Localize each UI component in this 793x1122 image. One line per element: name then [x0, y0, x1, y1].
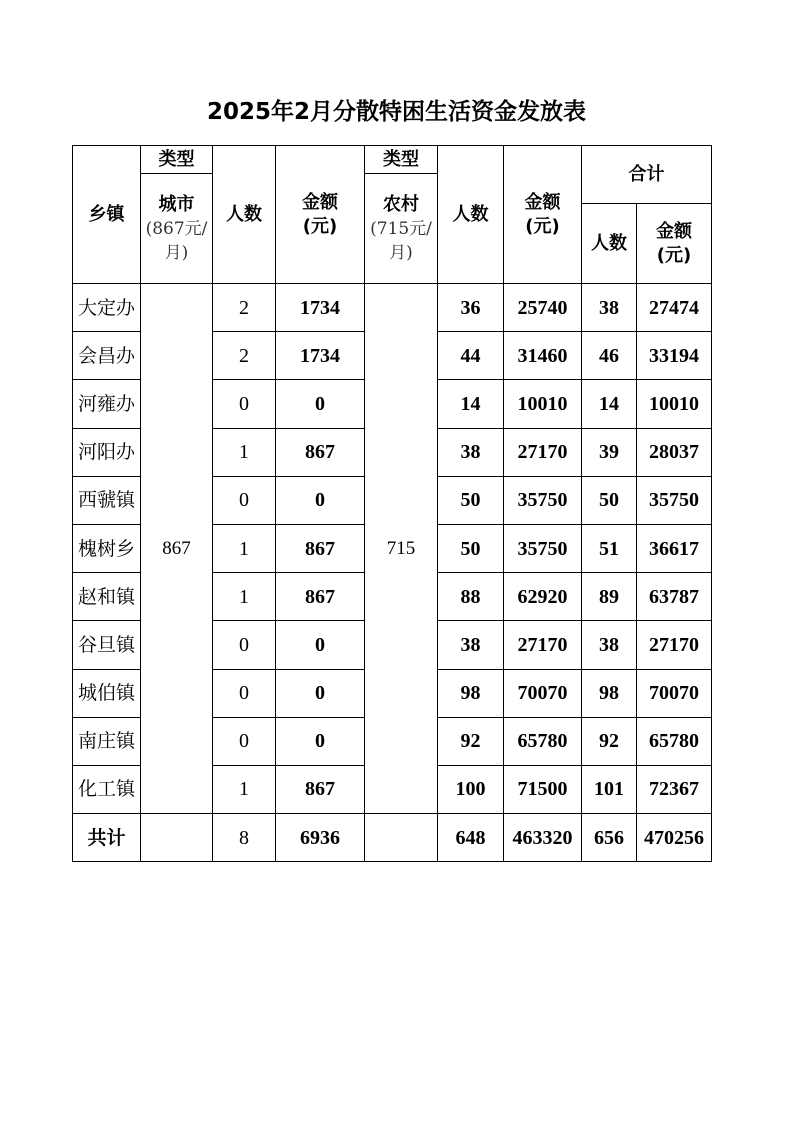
- city-amount-cell: 867: [276, 573, 365, 621]
- city-amount-cell: 0: [276, 380, 365, 428]
- totals-city-standard-cell: [141, 814, 213, 862]
- rural-people-cell: 88: [438, 573, 504, 621]
- city-people-cell: 0: [213, 717, 276, 765]
- town-cell: 河阳办: [73, 428, 141, 476]
- town-cell: 河雍办: [73, 380, 141, 428]
- totals-total-amount-cell: 470256: [637, 814, 712, 862]
- city-people-cell: 1: [213, 428, 276, 476]
- rural-amount-cell: 31460: [504, 332, 582, 380]
- total-amount-cell: 33194: [637, 332, 712, 380]
- rural-people-cell: 50: [438, 524, 504, 572]
- total-amount-cell: 28037: [637, 428, 712, 476]
- rural-amount-cell: 27170: [504, 621, 582, 669]
- town-cell: 南庄镇: [73, 717, 141, 765]
- rural-standard-cell: 715: [365, 284, 438, 814]
- town-cell: 大定办: [73, 284, 141, 332]
- city-amount-cell: 0: [276, 717, 365, 765]
- city-people-cell: 2: [213, 284, 276, 332]
- header-total-amount-label: 金额: [656, 220, 692, 242]
- town-cell: 西虢镇: [73, 476, 141, 524]
- rural-people-cell: 38: [438, 428, 504, 476]
- town-cell: 赵和镇: [73, 573, 141, 621]
- city-people-cell: 1: [213, 573, 276, 621]
- header-city-amount-label: 金额: [302, 191, 338, 213]
- city-people-cell: 0: [213, 380, 276, 428]
- rural-people-cell: 44: [438, 332, 504, 380]
- total-people-cell: 39: [582, 428, 637, 476]
- header-city-type: 类型: [141, 146, 213, 174]
- city-people-cell: 0: [213, 621, 276, 669]
- rural-amount-cell: 10010: [504, 380, 582, 428]
- totals-total-people-cell: 656: [582, 814, 637, 862]
- totals-city-people-cell: 8: [213, 814, 276, 862]
- header-city-people: 人数: [213, 146, 276, 284]
- header-total-people: 人数: [582, 204, 637, 284]
- total-people-cell: 46: [582, 332, 637, 380]
- rural-amount-cell: 62920: [504, 573, 582, 621]
- town-cell: 会昌办: [73, 332, 141, 380]
- city-amount-cell: 1734: [276, 332, 365, 380]
- header-rural-type: 类型: [365, 146, 438, 174]
- city-amount-cell: 867: [276, 765, 365, 813]
- city-amount-cell: 867: [276, 524, 365, 572]
- header-rural-amount-unit: (元): [525, 215, 560, 237]
- total-people-cell: 14: [582, 380, 637, 428]
- totals-rural-amount-cell: 463320: [504, 814, 582, 862]
- city-people-cell: 2: [213, 332, 276, 380]
- total-amount-cell: 70070: [637, 669, 712, 717]
- page-title: 2025年2月分散特困生活资金发放表: [206, 99, 587, 125]
- city-people-cell: 1: [213, 765, 276, 813]
- rural-people-cell: 38: [438, 621, 504, 669]
- header-city-amount: [276, 146, 365, 284]
- rural-amount-cell: 65780: [504, 717, 582, 765]
- header-rural-amount-label: 金额: [524, 191, 561, 213]
- rural-amount-cell: 25740: [504, 284, 582, 332]
- rural-amount-cell: 71500: [504, 765, 582, 813]
- header-rural: [365, 174, 438, 284]
- total-people-cell: 101: [582, 765, 637, 813]
- disbursement-table: [72, 145, 712, 862]
- rural-amount-cell: 27170: [504, 428, 582, 476]
- total-amount-cell: 27474: [637, 284, 712, 332]
- city-amount-cell: 867: [276, 428, 365, 476]
- rural-amount-cell: 35750: [504, 476, 582, 524]
- header-city-label: 城市: [158, 193, 195, 215]
- city-standard-cell: 867: [141, 284, 213, 814]
- header-city: [141, 174, 213, 284]
- town-cell: 化工镇: [73, 765, 141, 813]
- total-amount-cell: 36617: [637, 524, 712, 572]
- total-people-cell: 51: [582, 524, 637, 572]
- total-amount-cell: 72367: [637, 765, 712, 813]
- total-people-cell: 89: [582, 573, 637, 621]
- total-people-cell: 92: [582, 717, 637, 765]
- city-people-cell: 1: [213, 524, 276, 572]
- rural-people-cell: 14: [438, 380, 504, 428]
- header-total-amount-unit: (元): [656, 244, 692, 266]
- rural-people-cell: 36: [438, 284, 504, 332]
- city-amount-cell: 1734: [276, 284, 365, 332]
- total-people-cell: 38: [582, 284, 637, 332]
- total-amount-cell: 35750: [637, 476, 712, 524]
- header-rural-amount: [504, 146, 582, 284]
- total-amount-cell: 10010: [637, 380, 712, 428]
- rural-people-cell: 50: [438, 476, 504, 524]
- city-people-cell: 0: [213, 669, 276, 717]
- header-total: 合计: [582, 146, 712, 204]
- header-rural-rate: (715元/月): [370, 218, 432, 263]
- town-cell: 谷旦镇: [73, 621, 141, 669]
- total-amount-cell: 65780: [637, 717, 712, 765]
- header-township: 乡镇: [73, 146, 141, 284]
- header-rural-people: 人数: [438, 146, 504, 284]
- city-people-cell: 0: [213, 476, 276, 524]
- table-row: [73, 284, 712, 332]
- totals-label-cell: 共计: [73, 814, 141, 862]
- rural-people-cell: 98: [438, 669, 504, 717]
- totals-rural-people-cell: 648: [438, 814, 504, 862]
- city-amount-cell: 0: [276, 621, 365, 669]
- header-city-amount-unit: (元): [302, 215, 338, 237]
- total-amount-cell: 63787: [637, 573, 712, 621]
- totals-city-amount-cell: 6936: [276, 814, 365, 862]
- town-cell: 槐树乡: [73, 524, 141, 572]
- rural-people-cell: 92: [438, 717, 504, 765]
- total-amount-cell: 27170: [637, 621, 712, 669]
- total-people-cell: 98: [582, 669, 637, 717]
- header-total-amount: [637, 204, 712, 284]
- totals-row: [73, 814, 712, 862]
- rural-amount-cell: 35750: [504, 524, 582, 572]
- totals-rural-standard-cell: [365, 814, 438, 862]
- rural-amount-cell: 70070: [504, 669, 582, 717]
- header-rural-label: 农村: [383, 193, 419, 215]
- total-people-cell: 38: [582, 621, 637, 669]
- town-cell: 城伯镇: [73, 669, 141, 717]
- header-city-rate: (867元/月): [145, 218, 208, 263]
- city-amount-cell: 0: [276, 669, 365, 717]
- rural-people-cell: 100: [438, 765, 504, 813]
- total-people-cell: 50: [582, 476, 637, 524]
- city-amount-cell: 0: [276, 476, 365, 524]
